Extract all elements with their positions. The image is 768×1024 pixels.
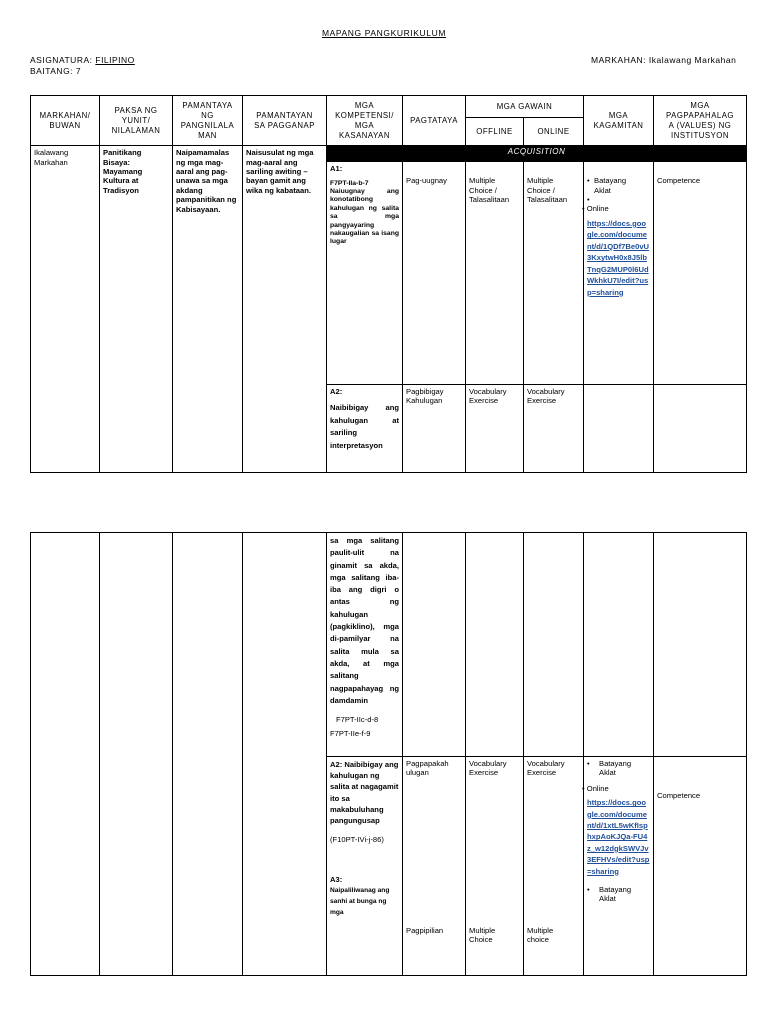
a2-text: Naibibigay ang kahulugan at sariling interpretasyon (330, 403, 399, 450)
col-header-pangnilalaman: PAMANTAYA NG PANGNILALA MAN (173, 96, 243, 146)
curriculum-table-2 (30, 532, 747, 976)
cell-a2-kagamitan (584, 384, 654, 472)
cell-paksa: Panitikang Bisaya: Mayamang Kultura at Tradisyon (100, 146, 173, 473)
t2-cell-kompetensi-cont (327, 533, 403, 757)
cell-pagganap: Naisusulat ng mga mag-aaral ang sariling awiting – bayan gamit ang wika ng kabataan. (243, 146, 327, 473)
col-header-pagganap: PAMANTAYAN SA PAGGANAP (243, 96, 327, 146)
t2-a2-pagtataya: Pagpapakah ulugan (406, 759, 449, 778)
cell-a2-kompetensi (327, 384, 403, 472)
a1-kagamitan-online: • Online (582, 204, 609, 214)
a1-kagamitan-item: • Batayang Aklat (587, 176, 650, 195)
col-header-values: MGA PAGPAPAHALAG A (VALUES) NG INSTITUSYON (654, 96, 747, 146)
col-header-online: ONLINE (524, 118, 584, 146)
markahan-line: MARKAHAN: Ikalawang Markahan (591, 55, 737, 65)
col-header-pagtataya: PAGTATAYA (403, 96, 466, 146)
t2-cell-values-cont (654, 533, 747, 757)
t2-cell-online (524, 757, 584, 976)
t2-a3-text: Naipaliliwanag ang sanhi at bunga ng mga (330, 887, 390, 917)
cell-a1-kompetensi (327, 162, 403, 385)
t2-cell-online-cont (524, 533, 584, 757)
baitang-line: BAITANG: 7 (30, 66, 82, 76)
t2-a2-online: Vocabulary Exercise (527, 759, 565, 778)
cell-a2-online: Vocabulary Exercise (524, 384, 584, 472)
t2-cell-kagamitan (584, 757, 654, 976)
cell-a1-offline: Multiple Choice / Talasalitaan (466, 162, 524, 385)
t2-cell-pagganap (243, 533, 327, 976)
curriculum-table-1 (30, 95, 747, 473)
col-header-kompetensi: MGA KOMPETENSI/ MGA KASANAYAN (327, 96, 403, 146)
cell-a2-pagtataya: Pagbibigay Kahulugan (403, 384, 466, 472)
a1-code: F7PT-IIa-b-7 (330, 179, 369, 187)
col-header-gawain: MGA GAWAIN (466, 96, 584, 118)
a1-label: A1: (330, 164, 343, 174)
cell-a1-kagamitan (584, 162, 654, 385)
t2-cell-markahan (31, 533, 100, 976)
a1-text: Naiuugnay ang konotatibong kahulugan ng salita sa mga pangyayaring nakaugalian sa isang lugar (330, 187, 399, 246)
t2-a2-code: (F10PT-IVi-j-86) (330, 835, 384, 845)
col-header-kagamitan: MGA KAGAMITAN (584, 96, 654, 146)
t2-cell-a2-a3-kompetensi (327, 757, 403, 976)
t2-cell-pagtataya (403, 757, 466, 976)
t2-cell-pangnilalaman (173, 533, 243, 976)
t2-code-2: F7PT-IIe-f-9 (330, 729, 371, 739)
t2-cell-paksa (100, 533, 173, 976)
a1-kagamitan-item-empty (587, 195, 650, 204)
t2-a2-offline: Vocabulary Exercise (469, 759, 507, 778)
page-title: MAPANG PANGKURIKULUM (321, 28, 447, 38)
t2-cell-values: Competence (654, 757, 747, 976)
cell-a1-pagtataya: Pag-uugnay (403, 162, 466, 385)
t2-code-1: F7PT-IIc-d-8 (336, 715, 379, 725)
asignatura-line (30, 55, 135, 66)
t2-a3-online: Multiple choice (527, 925, 554, 945)
t2-cell-pagtataya-cont (403, 533, 466, 757)
cell-a2-values (654, 384, 747, 472)
t2-a3-kagamitan-item: • Batayang Aklat (587, 885, 650, 904)
cell-a2-offline: Vocabulary Exercise (466, 384, 524, 472)
asignatura-value: FILIPINO (95, 55, 135, 65)
t2-a3-offline: Multiple Choice (469, 925, 496, 945)
cell-a1-online: Multiple Choice / Talasalitaan (524, 162, 584, 385)
a1-doc-link[interactable]: https://docs.google.com/document/d/1QDf7Be0vU3KxytwH0x8J5lbTnqG2MUP0l6UdWkhkU7I/edit?usp=sharing (587, 218, 650, 297)
cell-a1-values: Competence (654, 162, 747, 385)
t2-a2-kagamitan-online: • Online (582, 783, 609, 793)
t2-cell-offline (466, 757, 524, 976)
t2-cell-kagamitan-cont (584, 533, 654, 757)
cell-markahan: Ikalawang Markahan (31, 146, 100, 473)
acquisition-banner: ACQUISITION (327, 146, 747, 162)
t2-continued-text: sa mga salitang paulit-ulit na ginamit sa akda, mga salitang iba-iba ang digri o antas ng kahulugan (pagkiklino), mga di-pamilyar na salita mula sa akda, at mga salitang nagpapahayag ng damdamin (330, 536, 399, 705)
asignatura-label: ASIGNATURA: (30, 55, 93, 65)
col-header-offline: OFFLINE (466, 118, 524, 146)
col-header-markahan: MARKAHAN/ BUWAN (31, 96, 100, 146)
t2-a2-doc-link[interactable]: https://docs.google.com/document/d/1xtL5wKfIsphxpAoKJQa-FU4z_w12dgkSWVJv3EFHVs/edit?usp=sharing (587, 798, 650, 876)
t2-a2-text: A2: Naibibigay ang kahulugan ng salita at nagagamit ito sa makabuluhang pangungusap (330, 760, 399, 826)
col-header-paksa: PAKSA NG YUNIT/ NILALAMAN (100, 96, 173, 146)
t2-a2-kagamitan-item: • Batayang Aklat (587, 759, 650, 778)
t2-a3-pagtataya: Pagpipilian (406, 925, 444, 935)
a2-label: A2: (330, 386, 343, 396)
cell-pangnilalaman: Naipamamalas ng mga mag-aaral ang pag-unawa sa mga akdang pampanitikan ng Kabisayaan. (173, 146, 243, 473)
t2-a3-label: A3: (330, 874, 343, 884)
t2-cell-offline-cont (466, 533, 524, 757)
